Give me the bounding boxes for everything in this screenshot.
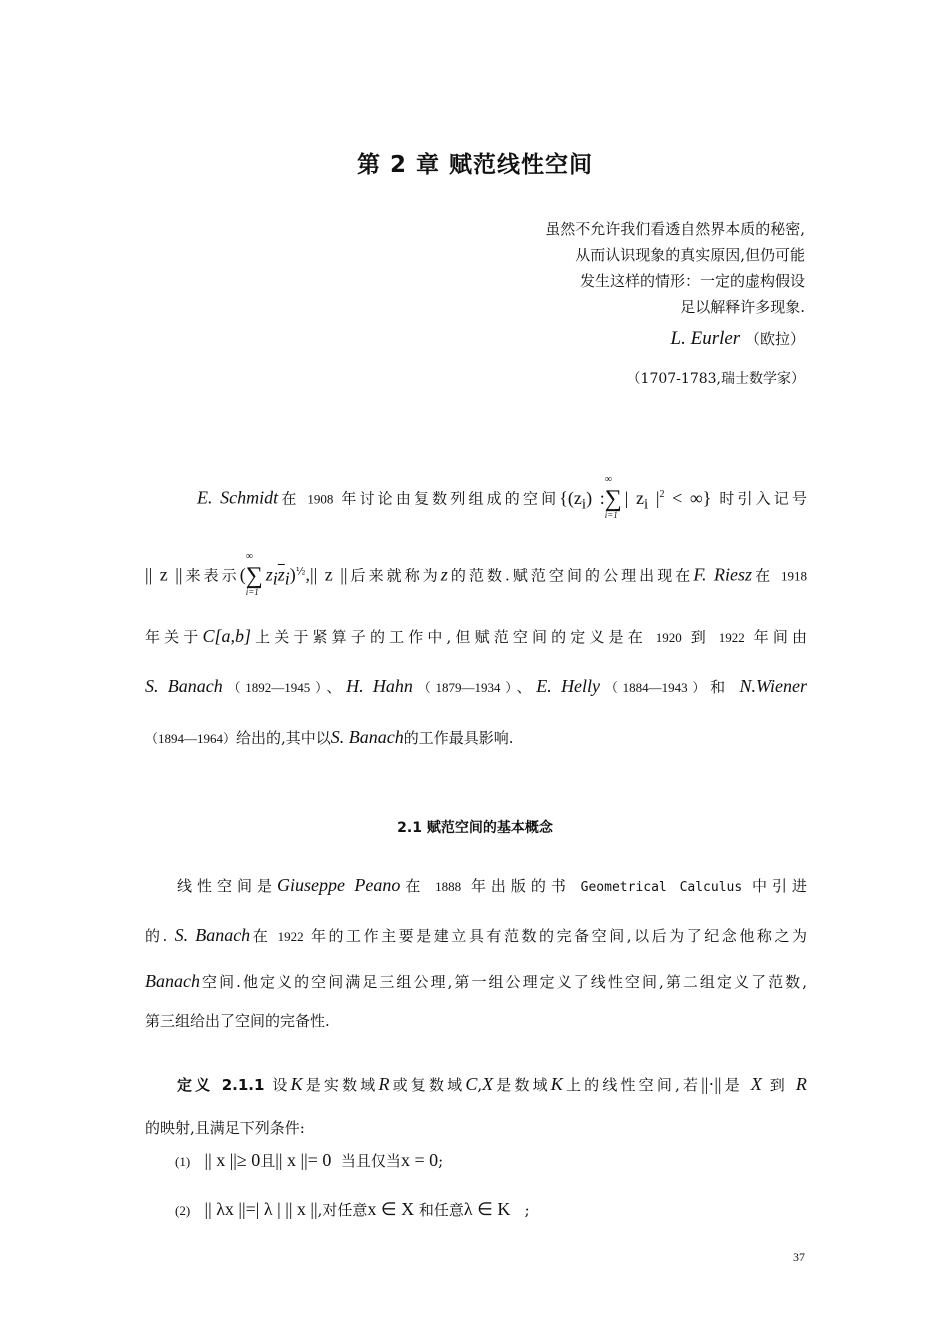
sum-symbol: ∞ ∑ i=1 [246, 563, 266, 590]
condition-number: (1) [175, 1154, 191, 1169]
year: 1918 [781, 568, 807, 584]
name-wiener: N.Wiener [739, 676, 807, 696]
math: || z || [145, 564, 183, 585]
text: ; [524, 1201, 530, 1219]
math: i [581, 496, 587, 513]
math: i [272, 568, 278, 589]
definition-line-1 [145, 1074, 807, 1095]
year: 1922 [277, 929, 304, 944]
intro-line-3 [145, 626, 807, 647]
math: ( [239, 564, 246, 585]
text: 或复数域 [389, 1076, 466, 1094]
epigraph-line: 虽然不允许我们看透自然界本质的秘密, [545, 220, 805, 238]
math: < ∞} [664, 487, 712, 508]
text: 上的线性空间,若 [562, 1076, 702, 1094]
name-banach: S. Banach [174, 925, 251, 945]
text: 和 [710, 678, 730, 696]
epigraph [545, 216, 805, 320]
text: 年的工作主要是建立具有范数的完备空间,以后为了纪念他称之为 [310, 927, 807, 945]
text: 的. [145, 927, 168, 945]
math: z [440, 564, 448, 585]
text: 是实数域 [302, 1076, 379, 1094]
author-name: L. Eurler [670, 328, 741, 349]
text: , [477, 1076, 483, 1094]
math: R [378, 1074, 390, 1094]
year: 1920 [655, 630, 682, 645]
text: 、 [516, 678, 537, 696]
sum-sub: i=1 [604, 510, 618, 520]
condition-number: (2) [175, 1203, 191, 1218]
math: || x ||≥ 0 [204, 1150, 261, 1170]
year: 1908 [307, 491, 334, 507]
text: 在 [250, 927, 271, 945]
dates: （1894—1964） [145, 731, 237, 746]
text: 给出的,其中以 [236, 729, 331, 747]
text: 的工作最具影响. [403, 729, 514, 747]
math: C [465, 1074, 478, 1094]
text: 时引入记号 [719, 489, 807, 508]
text: 中引进 [751, 877, 807, 895]
sum-sup: ∞ [245, 551, 253, 562]
math: 2 [659, 488, 665, 500]
epigraph-line: 从而认识现象的真实原因,但仍可能 [575, 246, 805, 264]
math: i [644, 496, 649, 513]
math: C[a,b] [202, 626, 251, 646]
text: 年出版的书 [470, 877, 571, 895]
text: 上关于紧算子的工作中,但赋范空间的定义是在 [250, 628, 647, 646]
text: 来表示 [182, 566, 240, 585]
dates: （1892—1945） [222, 680, 327, 695]
text: 且 [260, 1152, 276, 1170]
math: ) [289, 564, 296, 585]
math: X [750, 1074, 762, 1094]
math: X [482, 1074, 494, 1094]
text: 空间.他定义的空间满足三组公理,第一组公理定义了线性空间,第二组定义了范数, [199, 973, 807, 991]
intro-line-5 [145, 727, 807, 748]
definition-label: 定义 2.1.1 [177, 1076, 265, 1094]
text: 在 [400, 877, 426, 895]
epigraph-line: 发生这样的情形：一定的虚构假设 [579, 272, 805, 290]
math: {(z [559, 487, 582, 508]
math: x = 0 [400, 1150, 439, 1170]
name-hahn: H. Hahn [346, 676, 413, 696]
text: 是数域 [493, 1076, 551, 1094]
math: $\overline{z}$ [277, 564, 285, 585]
para2-line-3 [145, 971, 807, 992]
name-riesz: F. Riesz [693, 564, 753, 585]
math: ½ [295, 566, 306, 578]
name-peano: Giuseppe Peano [276, 875, 401, 895]
book-title: Geometrical Calculus [580, 880, 743, 895]
text: 的范数.赋范空间的公理出现在 [447, 566, 694, 585]
year: 1888 [435, 879, 462, 894]
math: || x ||= 0 [275, 1150, 332, 1170]
text: 和任意 [418, 1201, 464, 1219]
para2-line-2 [145, 925, 807, 946]
math: λ ∈ K [463, 1199, 511, 1219]
text: 到 [690, 628, 710, 646]
math: i [284, 568, 290, 589]
text: 在 [278, 489, 300, 508]
name-banach: S. Banach [145, 676, 223, 696]
math-set [559, 487, 605, 513]
sum-sup: ∞ [604, 474, 612, 485]
math: || λx ||=| λ | || x || [204, 1199, 318, 1219]
text: ,对任意 [317, 1201, 368, 1219]
para2-line-4: 第三组给出了空间的完备性. [145, 1012, 330, 1030]
text: 设 [272, 1076, 291, 1094]
sum-sub: i=1 [245, 587, 259, 597]
epigraph-line: 足以解释许多现象. [680, 298, 805, 316]
text: 到 [769, 1076, 788, 1094]
epigraph-author [671, 328, 805, 350]
text: 后来就称为 [347, 566, 441, 585]
name-banach: Banach [145, 971, 200, 991]
author-dates: （1707-1783,瑞士数学家） [626, 371, 805, 387]
name-schmidt: E. Schmidt [197, 487, 279, 508]
text: 、 [326, 678, 347, 696]
text: 当且仅当 [340, 1152, 401, 1170]
year: 1922 [718, 630, 745, 645]
math: K [550, 1074, 563, 1094]
intro-line-2 [145, 551, 807, 597]
dates: （1879—1934） [412, 680, 517, 695]
definition-condition-1 [175, 1150, 775, 1171]
math: | [648, 487, 660, 508]
chapter-title: 第 2 章 赋范线性空间 [356, 152, 594, 178]
math: ) : [586, 487, 605, 508]
text: 是 [721, 1076, 743, 1094]
math-term [624, 487, 712, 513]
math: | z [624, 487, 644, 508]
name-helly: E. Helly [536, 676, 601, 696]
intro-line-1 [145, 474, 807, 520]
text: 年关于 [145, 628, 203, 646]
text: 线性空间是 [177, 877, 277, 895]
dates: （1884—1943） [600, 680, 711, 695]
math: R [795, 1074, 807, 1094]
math: x ∈ X [367, 1199, 415, 1219]
math: z [265, 564, 273, 585]
text: 年间由 [753, 628, 807, 646]
math: ||·|| [701, 1074, 722, 1094]
sum-symbol: ∞ ∑ i=1 [605, 486, 625, 513]
author-name-cn: （欧拉） [744, 330, 805, 348]
name-banach: S. Banach [330, 727, 404, 747]
definition-line-2: 的映射,且满足下列条件: [145, 1119, 305, 1137]
math: ,|| z || [305, 564, 348, 585]
text: 在 [752, 566, 774, 585]
math: K [290, 1074, 303, 1094]
page-number: 37 [793, 1250, 805, 1264]
text: ; [438, 1152, 444, 1170]
intro-line-4 [145, 676, 807, 697]
section-heading: 2.1 赋范空间的基本概念 [397, 820, 553, 836]
para2-line-1 [145, 875, 807, 896]
definition-condition-2 [175, 1199, 775, 1220]
text: 年讨论由复数列组成的空间 [341, 489, 560, 508]
